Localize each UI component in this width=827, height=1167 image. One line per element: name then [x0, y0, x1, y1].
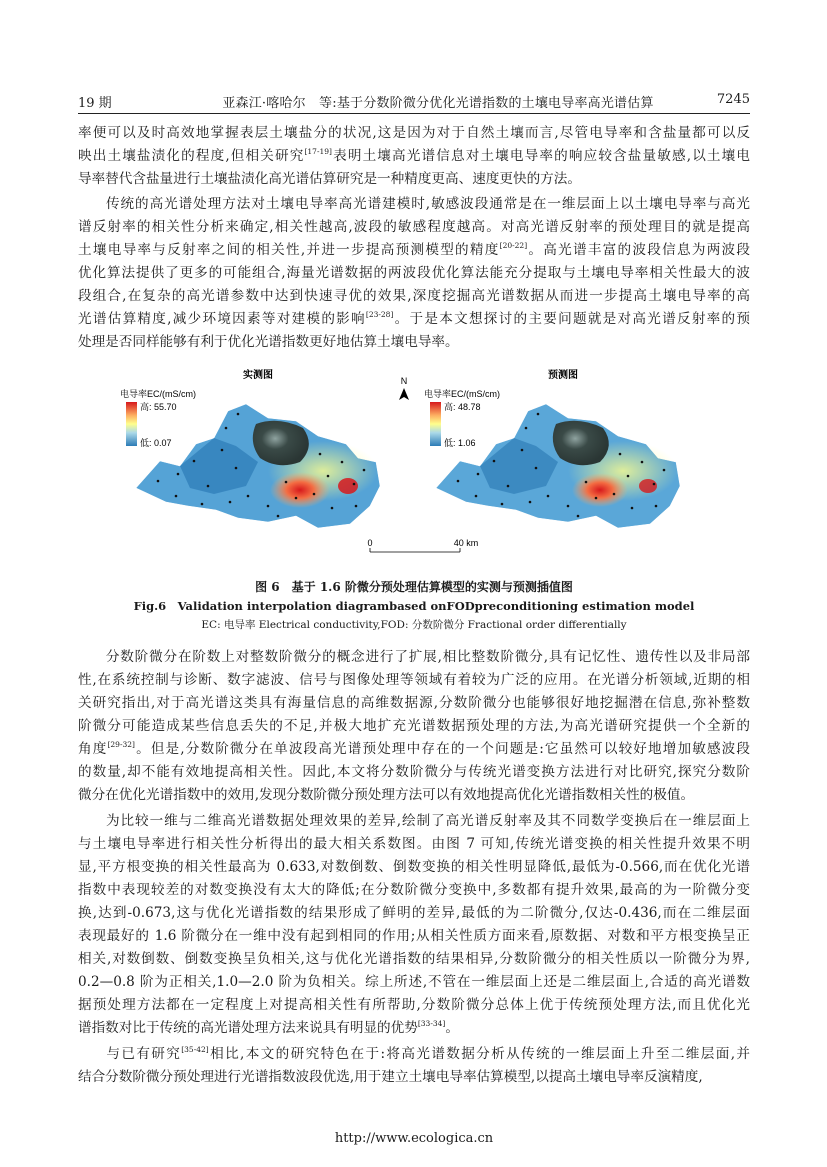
scale-end: 40 km: [453, 538, 479, 548]
text-line: 导率替代含盐量进行土壤盐渍化高光谱估算研究是一种精度更高、速度更快的方法。: [78, 171, 581, 187]
text-line: 据预处理方法都在一定程度上对提高相关性有所帮助,分数阶微分总体上优于传统预处理方法,而且优化光: [78, 997, 750, 1013]
citation-ref: [23-28]: [365, 310, 394, 319]
text-line: 与土壤电导率进行相关性分析得出的最大相关系数图。由图 7 可知,传统光谱变换的相关性提升效果不明: [78, 836, 750, 852]
text-line: 指数中表现较差的对数变换没有太大的降低;在分数阶微分变换中,多数都有提升效果,最高的为一阶微分变: [78, 882, 750, 898]
header-rule: [78, 113, 750, 114]
figure-caption-en: Fig.6 Validation interpolation diagrambased onFODpreconditioning estimation model: [133, 599, 695, 613]
text-line: 与已有研究[35-42]相比,本文的研究特色在于:将高光谱数据分析从传统的一维层面上升至二维层面,并: [105, 1045, 750, 1062]
predicted-map-title: 预测图: [548, 370, 578, 381]
figure-6-maps: [118, 366, 708, 572]
predicted-legend-bar: [430, 402, 441, 446]
text-line: 优化算法提供了更多的可能组合,海量光谱数据的两波段优化算法能充分提取与土壤电导率相关性最大的波: [78, 265, 750, 281]
text-line: 阶微分可能造成某些信息丢失的不足,并极大地扩充光谱数据预处理的方法,为高光谱研究提供一个全新的: [78, 718, 750, 734]
citation-ref: [29-32]: [107, 740, 135, 749]
text-line: 谱指数对比于传统的高光谱处理方法来说具有明显的优势[33-34]。: [78, 1019, 459, 1036]
predicted-map: [424, 368, 680, 528]
predicted-hotspot: [572, 473, 628, 507]
predicted-hotspot-small: [639, 479, 657, 493]
running-header: [78, 92, 750, 110]
predicted-legend-title: 电导率EC/(mS/cm): [424, 389, 500, 399]
measured-map-title: 实测图: [243, 370, 273, 381]
citation-ref: [35-42]: [181, 1045, 209, 1054]
measured-hotspot: [270, 472, 330, 508]
measured-lake: [253, 421, 309, 465]
text-line: 传统的高光谱处理方法对土壤电导率高光谱建模时,敏感波段通常是在一维层面上以土壤电导率与高光: [105, 196, 750, 212]
text-line: 角度[29-32]。但是,分数阶微分在单波段高光谱预处理中存在的一个问题是:它虽然可以较好地增加敏感波段: [78, 740, 750, 757]
text-line: 关研究指出,对于高光谱这类具有海量信息的高维数据源,分数阶微分也能够很好地挖掘潜在信息,弥补整数: [78, 695, 750, 711]
measured-legend-low: 低: 0.07: [140, 438, 172, 448]
paragraph-4: [78, 810, 750, 1040]
paragraph-3: [78, 646, 750, 807]
text-line: 映出土壤盐渍化的程度,但相关研究[17-19]表明土壤高光谱信息对土壤电导率的响应较含盐量敏感,以土壤电: [78, 147, 750, 164]
text-line: 结合分数阶微分预处理进行光谱指数波段优选,用于建立土壤电导率估算模型,以提高土壤电导率反演精度,: [78, 1069, 703, 1085]
measured-legend-title: 电导率EC/(mS/cm): [120, 389, 196, 399]
footer-url: http://www.ecologica.cn: [334, 1131, 494, 1146]
figure-caption-zh: 图 6 基于 1.6 阶微分预处理估算模型的实测与预测插值图: [255, 580, 573, 594]
issue-number: 19 期: [78, 96, 112, 111]
text-line: 显,平方根变换的相关性最高为 0.633,对数倒数、倒数变换的相关性明显降低,最低为-0.566,而在优化光谱: [78, 859, 750, 875]
paragraph-5: [78, 1043, 750, 1089]
north-arrow: [399, 376, 409, 400]
page-number: 7245: [716, 92, 750, 107]
text-line: 光谱估算精度,减少环境因素等对建模的影响[23-28]。于是本文想探讨的主要问题就是对高光谱反射率的预: [78, 310, 750, 327]
text-line: 微分在优化光谱指数中的效用,发现分数阶微分预处理方法可以有效地提高优化光谱指数相关性的极值。: [78, 787, 695, 803]
paragraph-2: [78, 193, 750, 354]
text-line: 的数量,却不能有效地提高相关性。因此,本文将分数阶微分与传统光谱变换方法进行对比研究,探究分数阶: [78, 764, 750, 780]
measured-hotspot-small: [338, 478, 358, 494]
text-line: 土壤电导率与反射率之间的相关性,并进一步提高预测模型的精度[20-22]。高光谱丰富的波段信息为两波段: [78, 241, 750, 258]
text-line: 表现最好的 1.6 阶微分在一维中没有起到相同的作用;从相关性质方面来看,原数据、对数和平方根变换呈正: [78, 928, 750, 944]
north-arrow-icon: [399, 388, 409, 400]
text-line: 处理是否同样能够有利于优化光谱指数更好地估算土壤电导率。: [78, 334, 459, 350]
citation-ref: [17-19]: [304, 147, 332, 156]
citation-ref: [33-34]: [417, 1019, 446, 1028]
text-line: 相关,对数倒数、倒数变换呈负相关,这与优化光谱指数的结果相异,分数阶微分的相关性质以一阶微分为界,: [78, 951, 750, 967]
text-line: 分数阶微分在阶数上对整数阶微分的概念进行了扩展,相比整数阶微分,具有记忆性、遗传性以及非局部: [105, 649, 750, 665]
measured-map: [120, 368, 380, 528]
text-line: 率便可以及时高效地掌握表层土壤盐分的状况,这是因为对于自然土壤而言,尽管电导率和含盐量都可以反: [78, 125, 750, 141]
predicted-legend-low: 低: 1.06: [444, 438, 476, 448]
scale-bar: [367, 538, 478, 552]
text-line: 为比较一维与二维高光谱数据处理效果的差异,绘制了高光谱反射率及其不同数学变换后在一维层面上: [105, 813, 750, 829]
citation-ref: [20-22]: [499, 241, 528, 250]
text-line: 换,达到-0.673,这与优化光谱指数的结果形成了鲜明的差异,最低的为二阶微分,仅达-0.436,而在二维层面: [78, 905, 750, 921]
text-line: 段组合,在复杂的高光谱参数中达到快速寻优的效果,深度挖掘高光谱数据从而进一步提高土壤电导率的高: [78, 288, 750, 304]
measured-legend-high: 高: 55.70: [140, 402, 177, 412]
text-line: 谱反射率的相关性分析来确定,相关性越高,波段的敏感程度越高。对高光谱反射率的预处理目的就是提高: [78, 219, 750, 235]
north-label: N: [400, 376, 408, 386]
paragraph-1: [78, 122, 750, 191]
text-line: 0.2—0.8 阶为正相关,1.0—2.0 阶为负相关。综上所述,不管在一维层面上还是二维层面上,合适的高光谱数: [78, 974, 750, 990]
text-line: 性,在系统控制与诊断、数字滤波、信号与图像处理等领域有着较为广泛的应用。在光谱分析领域,近期的相: [78, 672, 750, 688]
predicted-legend-high: 高: 48.78: [444, 402, 481, 412]
predicted-lake: [553, 421, 609, 465]
running-title: 亚森江·喀哈尔 等:基于分数阶微分优化光谱指数的土壤电导率高光谱估算: [222, 96, 654, 111]
measured-legend-bar: [126, 402, 137, 446]
scale-start: 0: [367, 538, 373, 548]
figure-caption-note: EC: 电导率 Electrical conductivity,FOD: 分数阶微分 Fractional order differentially: [201, 619, 627, 631]
